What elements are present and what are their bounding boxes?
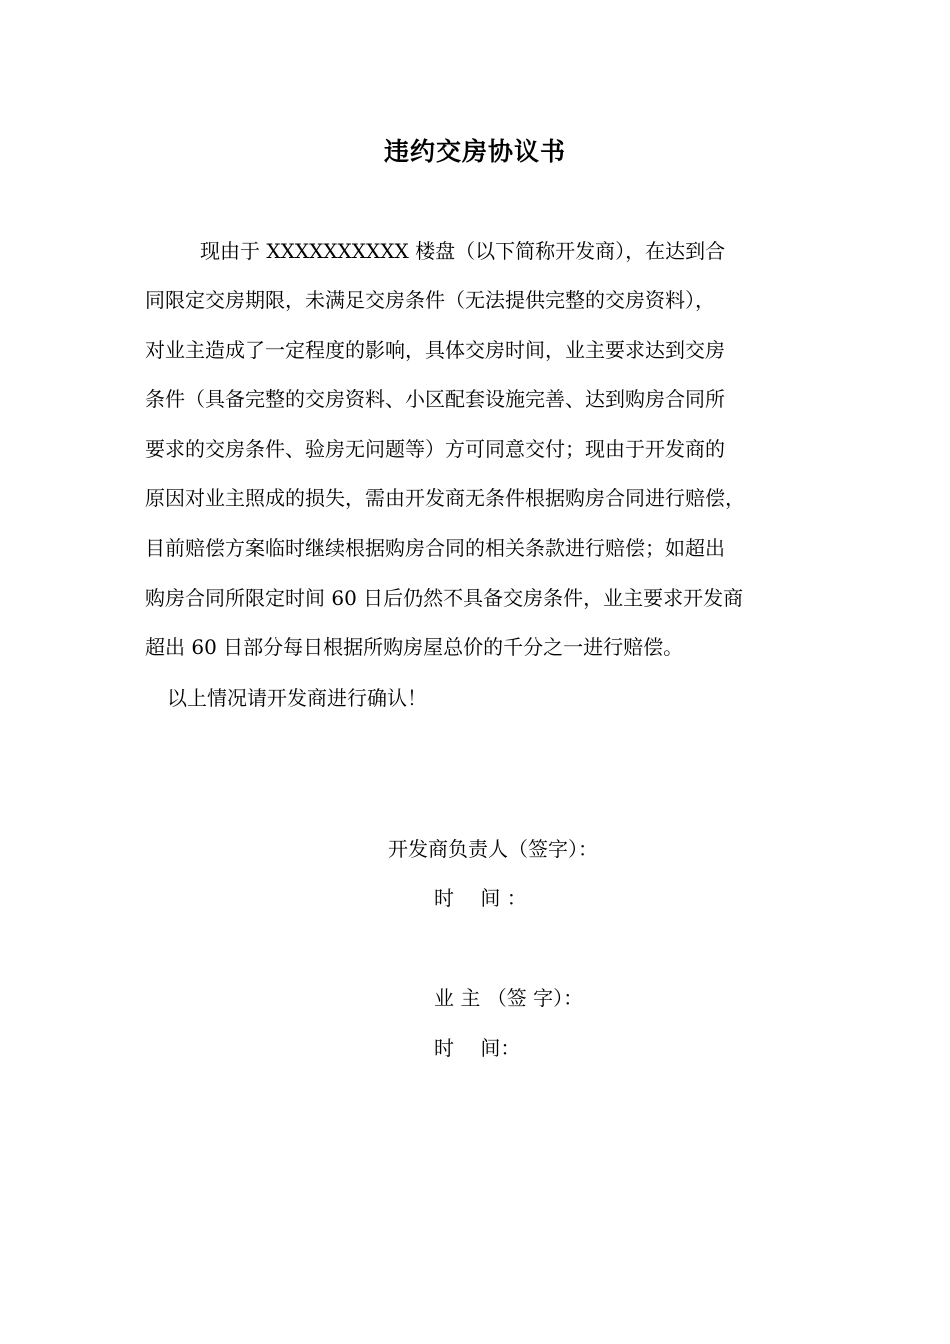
body-line-4: 条件（具备完整的交房资料、小区配套设施完善、达到购房合同所 <box>145 387 725 411</box>
body-line-8: 购房合同所限定时间 60 日后仍然不具备交房条件，业主要求开发商 <box>145 586 744 610</box>
body-line-7: 目前赔偿方案临时继续根据购房合同的相关条款进行赔偿；如超出 <box>145 536 725 560</box>
body-line-5: 要求的交房条件、验房无问题等）方可同意交付；现由于开发商的 <box>145 437 725 461</box>
owner-time-label: 时 间： <box>434 1036 521 1060</box>
body-line-2: 同限定交房期限，未满足交房条件（无法提供完整的交房资料）， <box>145 288 715 312</box>
developer-time-label: 时 间 ： <box>434 886 527 910</box>
developer-signature-label: 开发商负责人（签字）： <box>388 837 598 861</box>
body-line-3: 对业主造成了一定程度的影响，具体交房时间，业主要求达到交房 <box>145 338 725 362</box>
body-line-6: 原因对业主照成的损失，需由开发商无条件根据购房合同进行赔偿， <box>145 486 745 510</box>
owner-signature-label: 业 主 （签 字）： <box>434 986 584 1010</box>
body-line-1: 现由于 XXXXXXXXXX 楼盘（以下简称开发商），在达到合 <box>200 239 726 263</box>
confirmation-line: 以上情况请开发商进行确认！ <box>167 686 427 710</box>
body-line-9: 超出 60 日部分每日根据所购房屋总价的千分之一进行赔偿。 <box>145 635 684 659</box>
document-title: 违约交房协议书 <box>383 137 566 166</box>
